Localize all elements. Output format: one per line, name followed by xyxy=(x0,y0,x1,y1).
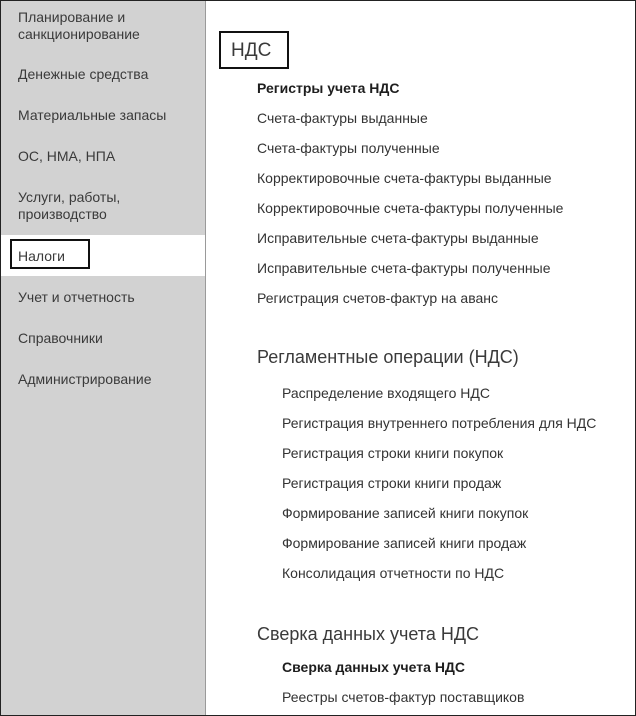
sidebar-item-cash[interactable] xyxy=(1,65,205,85)
sidebar-item-planning[interactable] xyxy=(1,7,205,47)
sidebar-item-label: Планирование и xyxy=(18,9,126,25)
link-supplier-invoice-registers[interactable]: Реестры счетов-фактур поставщиков xyxy=(282,689,525,705)
group-heading-vat-reconciliation[interactable]: Сверка данных учета НДС xyxy=(282,659,466,675)
link-input-vat-distribution[interactable]: Распределение входящего НДС xyxy=(282,385,491,401)
sidebar-item-label: санкционирование xyxy=(18,26,140,42)
sidebar-item-accounting[interactable] xyxy=(1,288,205,308)
sidebar-item-materials[interactable] xyxy=(1,106,205,126)
sidebar-item-label: Материальные запасы xyxy=(18,107,167,123)
link-invoices-received[interactable]: Счета-фактуры полученные xyxy=(257,140,440,156)
link-corrective-invoices-issued[interactable]: Корректировочные счета-фактуры выданные xyxy=(257,170,552,186)
link-purchase-book-entries[interactable]: Формирование записей книги покупок xyxy=(282,505,529,521)
sidebar-item-label: Учет и отчетность xyxy=(18,289,135,305)
section-vat-reconciliation: Сверка данных учета НДС xyxy=(257,624,480,644)
sidebar-item-taxes[interactable] xyxy=(1,235,205,276)
sidebar-item-label: производство xyxy=(18,206,107,222)
section-routine-operations: Регламентные операции (НДС) xyxy=(257,347,519,367)
link-amended-invoices-received[interactable]: Исправительные счета-фактуры полученные xyxy=(257,260,551,276)
page-title: НДС xyxy=(231,40,272,61)
link-advance-invoice-registration[interactable]: Регистрация счетов-фактур на аванс xyxy=(257,290,498,306)
sidebar-item-label: Налоги xyxy=(18,248,65,264)
sidebar-item-fixed-assets[interactable] xyxy=(1,147,205,167)
main-panel xyxy=(206,1,635,715)
link-vat-reporting-consolidation[interactable]: Консолидация отчетности по НДС xyxy=(282,565,505,581)
group-heading-vat-registers[interactable]: Регистры учета НДС xyxy=(257,80,400,96)
link-sales-book-line[interactable]: Регистрация строки книги продаж xyxy=(282,475,502,491)
sidebar xyxy=(1,1,206,715)
sidebar-item-label: Услуги, работы, xyxy=(18,189,121,205)
sidebar-item-services[interactable] xyxy=(1,187,205,227)
link-internal-consumption[interactable]: Регистрация внутреннего потребления для НДС xyxy=(282,415,597,431)
link-amended-invoices-issued[interactable]: Исправительные счета-фактуры выданные xyxy=(257,230,539,246)
sidebar-item-label: Администрирование xyxy=(18,371,152,387)
sidebar-item-label: ОС, НМА, НПА xyxy=(18,148,116,164)
link-invoices-issued[interactable]: Счета-фактуры выданные xyxy=(257,110,428,126)
sidebar-item-label: Справочники xyxy=(18,330,103,346)
link-purchase-book-line[interactable]: Регистрация строки книги покупок xyxy=(282,445,504,461)
sidebar-item-references[interactable] xyxy=(1,329,205,349)
link-sales-book-entries[interactable]: Формирование записей книги продаж xyxy=(282,535,527,551)
link-corrective-invoices-received[interactable]: Корректировочные счета-фактуры полученные xyxy=(257,200,564,216)
sidebar-item-administration[interactable] xyxy=(1,370,205,390)
sidebar-item-label: Денежные средства xyxy=(18,66,149,82)
